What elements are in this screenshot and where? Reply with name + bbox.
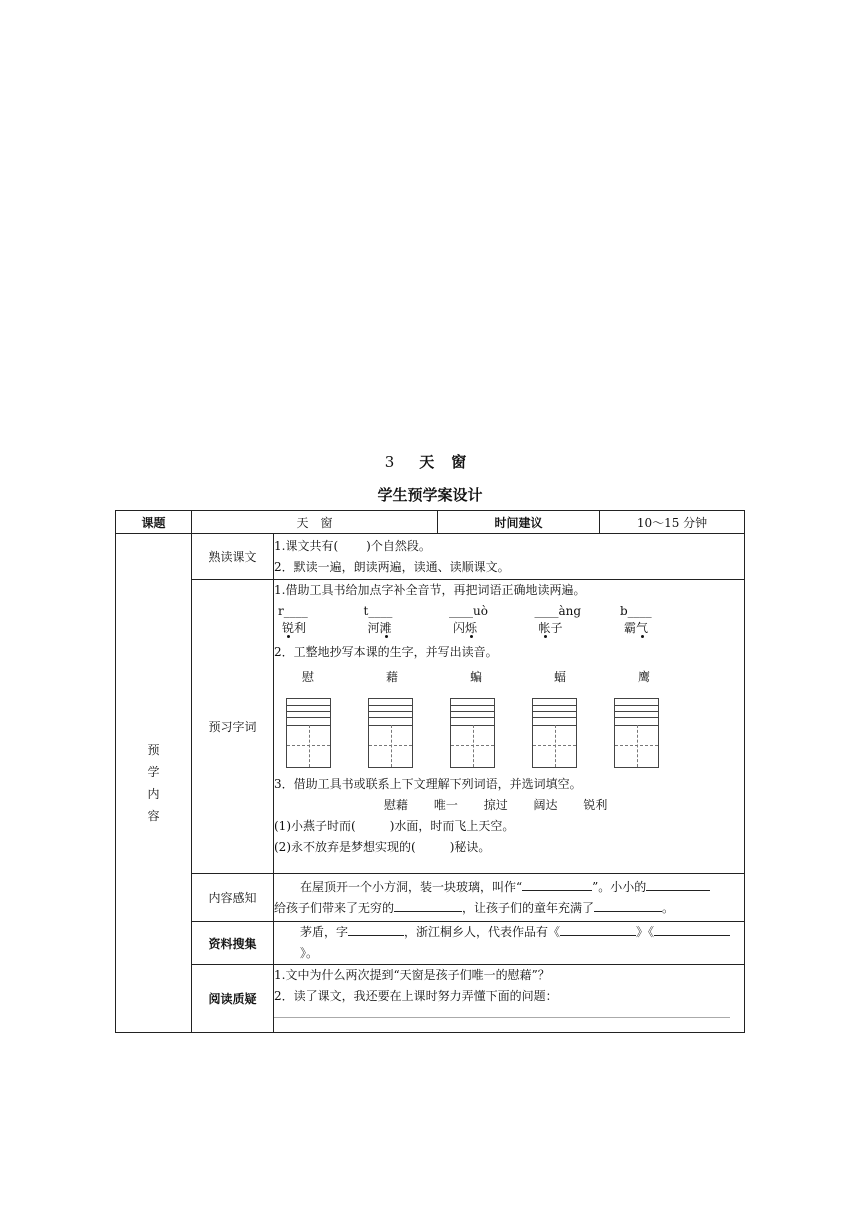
questions-content: 1.文中为什么两次提到“天窗是孩子们唯一的慰藉”？ 2．读了课文，我还要在上课时努力弄懂下面的问题： bbox=[274, 965, 745, 1033]
pinyin-row: r____ t____ ____uò ____àng b____ bbox=[278, 604, 652, 618]
time-label: 时间建议 bbox=[438, 511, 600, 534]
writing-grid-box[interactable] bbox=[614, 698, 659, 768]
paragraph-count-blank[interactable] bbox=[338, 538, 366, 550]
blank-childhood[interactable] bbox=[594, 899, 662, 912]
vocab-content: 1.借助工具书给加点字补全音节，再把词语正确地读两遍。 r____ t____ ____uò ____àng b____ 锐利 河滩 闪烁 帐子 霸气 2．工整地抄写本课的生字，并写出读音。 慰 藉 蝙 蝠 鹰 3．借助工具书或联系上下文理解下列词语，并选词填空。 慰藉 唯一 掠过 阔达 锐利 (1)小燕子时而( )水面，时而飞上天空。 (2)永不放弃是梦想实现的( )秘诀。 bbox=[274, 580, 745, 874]
word-row: 锐利 河滩 闪烁 帐子 霸气 bbox=[282, 621, 649, 635]
blank-work-2[interactable] bbox=[654, 923, 730, 936]
writing-grid-box[interactable] bbox=[450, 698, 495, 768]
answer-line[interactable] bbox=[274, 1017, 730, 1018]
writing-grids bbox=[274, 688, 744, 774]
research-row bbox=[116, 922, 745, 965]
read-row bbox=[116, 534, 745, 580]
fill-blank-2[interactable] bbox=[416, 839, 450, 851]
side-label: 预 学 内 容 bbox=[116, 534, 192, 1033]
blank-courtesy-name[interactable] bbox=[348, 923, 404, 936]
questions-row bbox=[116, 965, 745, 1033]
word-options: 慰藉 唯一 掠过 阔达 锐利 bbox=[384, 798, 608, 812]
worksheet-table bbox=[115, 510, 745, 1033]
read-label: 熟读课文 bbox=[192, 534, 274, 580]
writing-grid-box[interactable] bbox=[368, 698, 413, 768]
topic-row bbox=[116, 511, 745, 534]
blank-small[interactable] bbox=[646, 878, 710, 891]
title-char-2: 窗 bbox=[451, 453, 468, 471]
content-row bbox=[116, 874, 745, 922]
title-char-1: 天 bbox=[419, 453, 436, 471]
vocab-label: 预习字词 bbox=[192, 580, 274, 874]
blank-work-1[interactable] bbox=[560, 923, 636, 936]
topic-label: 课题 bbox=[116, 511, 192, 534]
blank-endless[interactable] bbox=[394, 899, 462, 912]
page-subtitle: 学生预学案设计 bbox=[377, 486, 483, 504]
content-label: 内容感知 bbox=[192, 874, 274, 922]
fill-blank-1[interactable] bbox=[356, 818, 390, 830]
new-characters: 慰 藉 蝙 蝠 鹰 bbox=[302, 670, 651, 684]
questions-label: 阅读质疑 bbox=[192, 965, 274, 1033]
content-text: 在屋顶开一个小方洞，装一块玻璃，叫作“ ”。小小的 给孩子们带来了无穷的 ，让孩子们的童年充满了 。 bbox=[274, 874, 745, 922]
lesson-title bbox=[0, 451, 860, 472]
blank-skylight[interactable] bbox=[522, 878, 592, 891]
vocab-row bbox=[116, 580, 745, 874]
research-label: 资料搜集 bbox=[192, 922, 274, 965]
research-text: 茅盾，字 ，浙江桐乡人，代表作品有《 》《》。 bbox=[274, 922, 745, 965]
lesson-number: 3 bbox=[384, 453, 396, 471]
writing-grid-box[interactable] bbox=[286, 698, 331, 768]
read-content: 1.课文共有( )个自然段。 2．默读一遍，朗读两遍，读通、读顺课文。 bbox=[274, 534, 745, 580]
writing-grid-box[interactable] bbox=[532, 698, 577, 768]
time-value: 10～15 分钟 bbox=[600, 511, 745, 534]
topic-value: 天 窗 bbox=[192, 511, 438, 534]
